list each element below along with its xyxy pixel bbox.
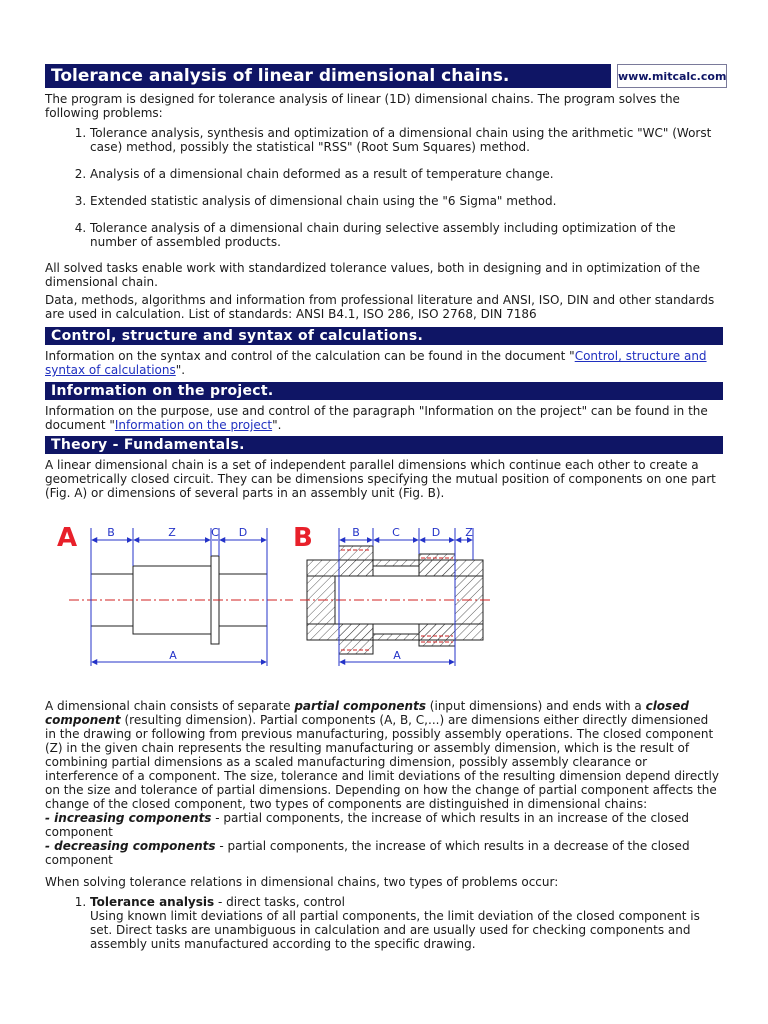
theory-para3: When solving tolerance relations in dimensional chains, two types of problems occur: xyxy=(45,875,559,889)
list-item: 4. Tolerance analysis of a dimensional chain during selective assembly including optimization of the number of assembled products. xyxy=(90,221,723,249)
list-item: 3. Extended statistic analysis of dimensional chain using the "6 Sigma" method. xyxy=(90,194,723,208)
project-text-before: Information on the purpose, use and control of the paragraph "Information on the project" can be found in the document " xyxy=(45,404,708,432)
section-title-control: Control, structure and syntax of calculations. xyxy=(45,327,723,345)
intro-text: The program is designed for tolerance analysis of linear (1D) dimensional chains. The program solves the following problems: xyxy=(45,92,680,120)
para2-text-2: (input dimensions) and ends with a xyxy=(425,699,646,713)
control-doc-link[interactable]: Control, structure and syntax of calculations xyxy=(45,349,707,377)
theory-para2 xyxy=(45,699,723,811)
fig-b-dim-d: D xyxy=(431,526,441,539)
decreasing-components-def xyxy=(45,839,723,867)
fig-a-dim-d: D xyxy=(238,526,248,539)
project-doc-link[interactable]: Information on the project xyxy=(114,418,273,432)
problem-desc: Using known limit deviations of all partial components, the limit deviation of the closed component is set. Direct tasks are unambiguous in calculation and are usually used for checking components and assembly units manufactured according to the specific drawing. xyxy=(90,909,700,951)
section-title-theory: Theory - Fundamentals. xyxy=(45,436,723,454)
project-text xyxy=(45,404,723,432)
mitcalc-logo[interactable]: www.mitcalc.com xyxy=(617,64,727,88)
fig-a-dim-z: Z xyxy=(168,526,176,539)
intro-para3: Data, methods, algorithms and information from professional literature and ANSI, ISO, DIN and other standards are used in calculation. List of standards: ANSI B4.1, ISO 286, ISO 2768, DIN 7186 xyxy=(45,293,715,321)
term-closed-component: closed component xyxy=(45,699,689,727)
fig-b-label: B xyxy=(293,523,313,553)
problem-title: Tolerance analysis xyxy=(90,895,215,909)
list-item: 2. Analysis of a dimensional chain deformed as a result of temperature change. xyxy=(90,167,723,181)
control-text-after: ". xyxy=(175,363,186,377)
theory-para1: A linear dimensional chain is a set of independent parallel dimensions which continue each other to create a geometrically closed circuit. They can be dimensions specifying the mutual position of components on one part (Fig. A) or dimensions of several parts in an assembly unit (Fig. B). xyxy=(45,458,716,500)
fig-a-dim-lines xyxy=(92,540,266,662)
term-partial-components: partial components xyxy=(294,699,426,713)
header xyxy=(45,64,727,88)
fig-a-dim-c: C xyxy=(211,526,219,539)
para2-text-3: (resulting dimension). Partial components (A, B, C,...) are dimensions either directly dimensioned in the drawing or following from previous manufacturing, possibly assembly operations. The closed component (Z) in the given chain represents the resulting manufacturing or assembly dimension, which is the result of combining partial dimensions as a scaled manufacturing dimension, possibly assembly clearance or interference of a component. The size, tolerance and limit deviations of the resulting dimension depend directly on the size and tolerance of partial dimensions. Depending on how the change of partial component affects the change of the closed component, two types of components are distinguished in dimensional chains: xyxy=(45,713,719,811)
control-text xyxy=(45,349,723,377)
fig-a-label: A xyxy=(57,523,78,553)
page-title: Tolerance analysis of linear dimensional chains. xyxy=(45,64,611,88)
fig-a-dim-b: B xyxy=(107,526,115,539)
increasing-text: - partial components, the increase of which results in an increase of the closed component xyxy=(45,811,690,839)
document-page xyxy=(45,64,727,951)
list-item: 1. Tolerance analysis, synthesis and optimization of a dimensional chain using the arithmetic "WC" (Worst case) method, possibly the statistical "RSS" (Root Sum Squares) method. xyxy=(90,126,723,154)
dimensional-chain-figure xyxy=(45,506,723,696)
fig-b-dim-b: B xyxy=(352,526,360,539)
problem-suffix: - direct tasks, control xyxy=(214,895,345,909)
term-decreasing: - decreasing components xyxy=(45,839,216,853)
problem-list xyxy=(45,126,723,249)
project-text-after: ". xyxy=(272,418,282,432)
fig-b-dim-c: C xyxy=(392,526,400,539)
section-title-project: Information on the project. xyxy=(45,382,723,400)
fig-b-dim-a: A xyxy=(393,649,401,662)
problem-types-list xyxy=(45,895,723,951)
term-increasing: - increasing components xyxy=(45,811,212,825)
fig-a-dim-a: A xyxy=(169,649,177,662)
increasing-components-def xyxy=(45,811,723,839)
figure-svg xyxy=(45,506,723,696)
control-text-before: Information on the syntax and control of the calculation can be found in the document " xyxy=(45,349,575,363)
list-item xyxy=(90,895,723,951)
fig-a-ext-lines xyxy=(91,528,267,666)
intro-para2: All solved tasks enable work with standardized tolerance values, both in designing and in optimization of the dimensional chain. xyxy=(45,261,700,289)
decreasing-text: - partial components, the increase of which results in a decrease of the closed component xyxy=(45,839,690,867)
para2-text-1: A dimensional chain consists of separate xyxy=(45,699,295,713)
fig-b-dim-z: Z xyxy=(465,526,473,539)
